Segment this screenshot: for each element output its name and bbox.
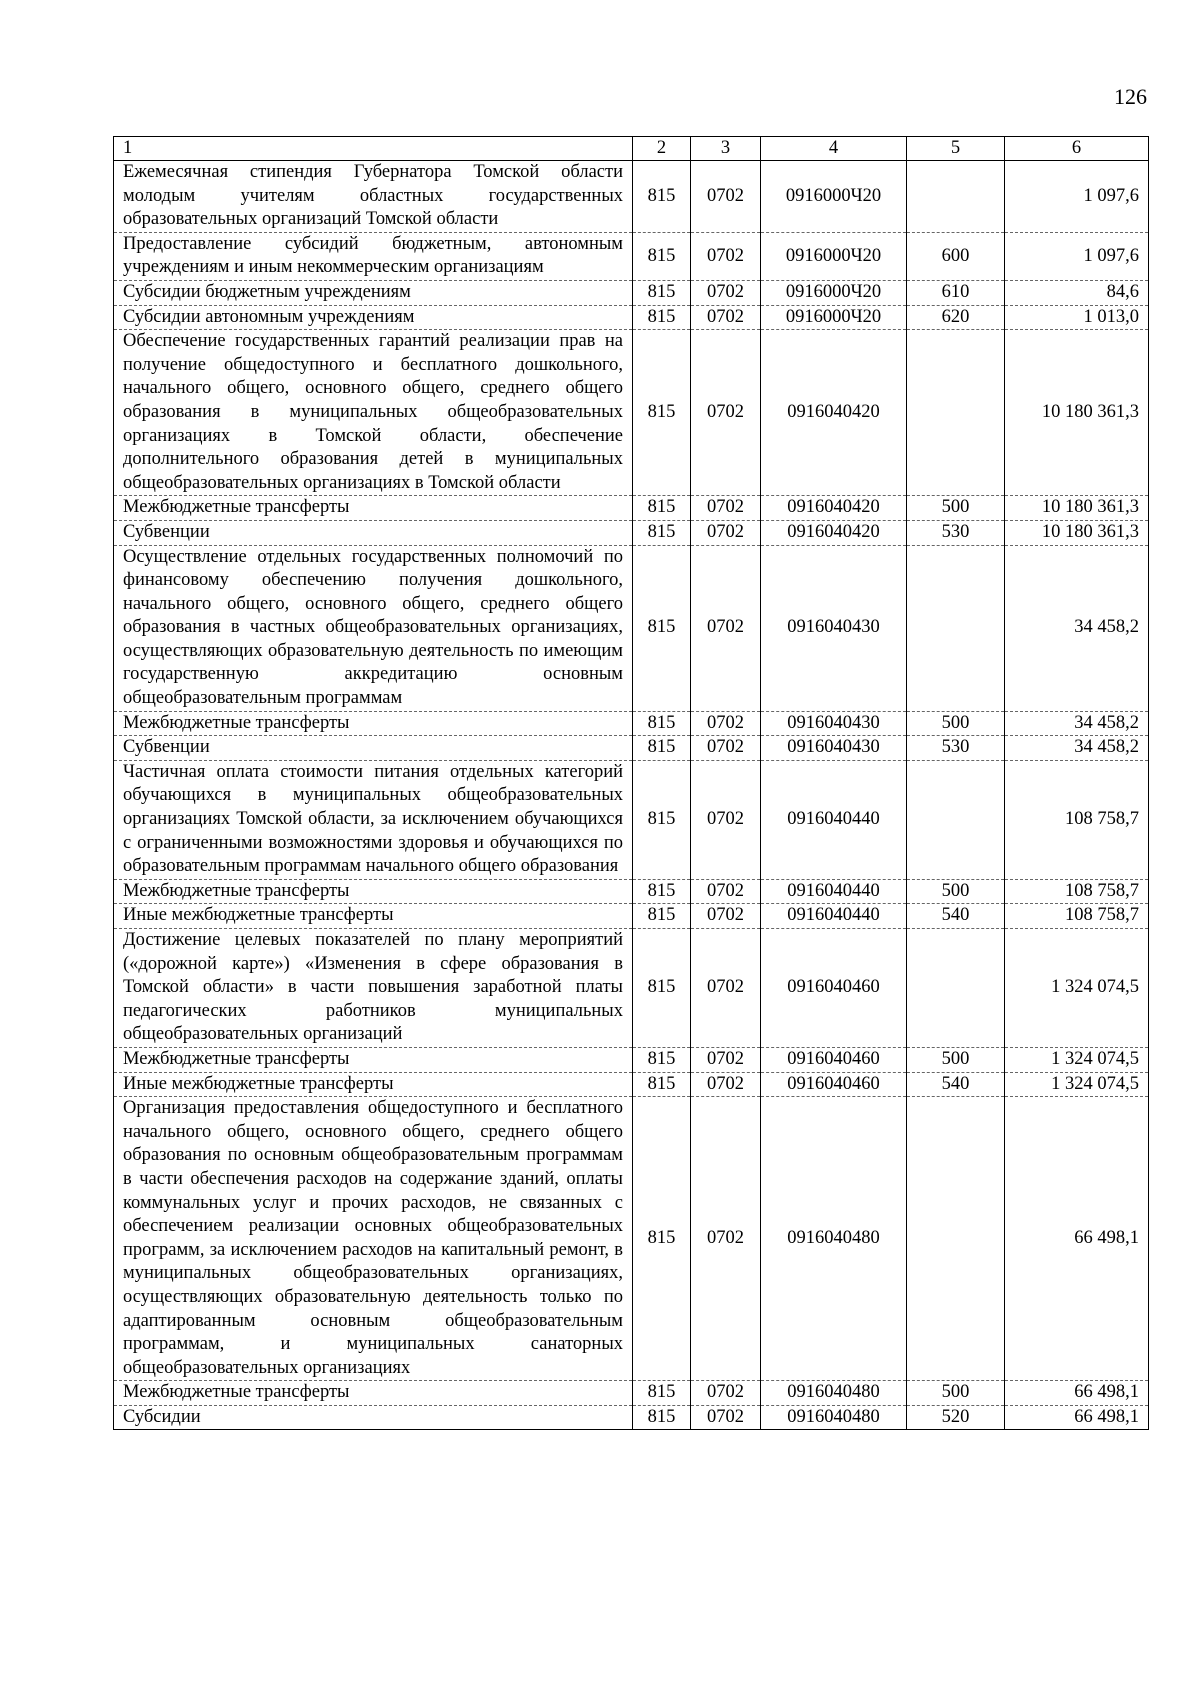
table-row <box>114 760 1149 879</box>
ministry-code-cell: 815 <box>633 496 691 521</box>
expense-type-cell: 500 <box>907 496 1005 521</box>
amount-cell: 34 458,2 <box>1005 545 1149 711</box>
section-code-cell: 0702 <box>691 305 761 330</box>
header-cell-4: 4 <box>761 137 907 161</box>
header-cell-3: 3 <box>691 137 761 161</box>
expense-name-cell: Достижение целевых показателей по плану мероприятий («дорожной карте») «Изменения в сфере образования в Томской области» в части повышения заработной платы педагогических работников муниципальных общеобразовательных организаций <box>114 929 633 1048</box>
expense-name-cell: Предоставление субсидий бюджетным, автономным учреждениям и иным некоммерческим организациям <box>114 232 633 280</box>
expense-type-cell <box>907 760 1005 879</box>
table-row <box>114 1097 1149 1381</box>
table-row <box>114 330 1149 496</box>
expense-type-cell: 500 <box>907 711 1005 736</box>
expense-type-cell: 600 <box>907 232 1005 280</box>
expense-type-cell: 620 <box>907 305 1005 330</box>
target-article-cell: 0916000Ч20 <box>761 280 907 305</box>
expense-type-cell <box>907 1097 1005 1381</box>
amount-cell: 66 498,1 <box>1005 1097 1149 1381</box>
table-row <box>114 711 1149 736</box>
ministry-code-cell: 815 <box>633 760 691 879</box>
target-article-cell: 0916040420 <box>761 330 907 496</box>
amount-cell: 1 013,0 <box>1005 305 1149 330</box>
expense-name-cell: Межбюджетные трансферты <box>114 879 633 904</box>
target-article-cell: 0916040430 <box>761 545 907 711</box>
target-article-cell: 0916040460 <box>761 1072 907 1097</box>
table-row <box>114 280 1149 305</box>
expense-name-cell: Субвенции <box>114 736 633 761</box>
amount-cell: 1 324 074,5 <box>1005 1047 1149 1072</box>
target-article-cell: 0916000Ч20 <box>761 305 907 330</box>
expense-type-cell: 530 <box>907 520 1005 545</box>
section-code-cell: 0702 <box>691 1381 761 1406</box>
expense-type-cell <box>907 330 1005 496</box>
ministry-code-cell: 815 <box>633 305 691 330</box>
amount-cell: 34 458,2 <box>1005 736 1149 761</box>
table-row <box>114 1072 1149 1097</box>
ministry-code-cell: 815 <box>633 280 691 305</box>
ministry-code-cell: 815 <box>633 736 691 761</box>
table-row <box>114 1381 1149 1406</box>
target-article-cell: 0916040440 <box>761 904 907 929</box>
table-row <box>114 904 1149 929</box>
ministry-code-cell: 815 <box>633 545 691 711</box>
table-row <box>114 161 1149 233</box>
amount-cell: 1 097,6 <box>1005 232 1149 280</box>
amount-cell: 66 498,1 <box>1005 1381 1149 1406</box>
ministry-code-cell: 815 <box>633 1405 691 1430</box>
ministry-code-cell: 815 <box>633 904 691 929</box>
expense-type-cell <box>907 545 1005 711</box>
expense-type-cell: 540 <box>907 1072 1005 1097</box>
section-code-cell: 0702 <box>691 161 761 233</box>
table-row <box>114 545 1149 711</box>
ministry-code-cell: 815 <box>633 161 691 233</box>
amount-cell: 1 324 074,5 <box>1005 1072 1149 1097</box>
expense-type-cell: 540 <box>907 904 1005 929</box>
expense-type-cell: 520 <box>907 1405 1005 1430</box>
section-code-cell: 0702 <box>691 904 761 929</box>
section-code-cell: 0702 <box>691 496 761 521</box>
table-row <box>114 496 1149 521</box>
section-code-cell: 0702 <box>691 879 761 904</box>
table-row <box>114 1047 1149 1072</box>
header-cell-6: 6 <box>1005 137 1149 161</box>
budget-table <box>113 136 1149 1430</box>
table-row <box>114 736 1149 761</box>
target-article-cell: 0916040420 <box>761 520 907 545</box>
section-code-cell: 0702 <box>691 1405 761 1430</box>
expense-name-cell: Организация предоставления общедоступного и бесплатного начального общего, основного общего, среднего общего образования по основным общеобразовательным программам в части обеспечения расходов на содержание зданий, оплаты коммунальных услуг и прочих расходов, не связанных с обеспечением реализации основных общеобразовательных программ, за исключением расходов на капитальный ремонт, в муниципальных общеобразовательных организациях, осуществляющих образовательную деятельность только по адаптированным основным общеобразовательным программам, и муниципальных санаторных общеобразовательных организациях <box>114 1097 633 1381</box>
section-code-cell: 0702 <box>691 711 761 736</box>
table-body <box>114 137 1149 1430</box>
expense-name-cell: Межбюджетные трансферты <box>114 711 633 736</box>
expense-name-cell: Субсидии бюджетным учреждениям <box>114 280 633 305</box>
table-row <box>114 929 1149 1048</box>
table-row <box>114 232 1149 280</box>
expense-name-cell: Частичная оплата стоимости питания отдельных категорий обучающихся в муниципальных общеобразовательных организациях Томской области, за исключением обучающихся с ограниченными возможностями здоровья и обучающихся по образовательным программам начального общего образования <box>114 760 633 879</box>
target-article-cell: 0916000Ч20 <box>761 232 907 280</box>
target-article-cell: 0916040420 <box>761 496 907 521</box>
amount-cell: 10 180 361,3 <box>1005 330 1149 496</box>
target-article-cell: 0916040440 <box>761 879 907 904</box>
expense-type-cell: 500 <box>907 1047 1005 1072</box>
target-article-cell: 0916040480 <box>761 1097 907 1381</box>
ministry-code-cell: 815 <box>633 1097 691 1381</box>
amount-cell: 108 758,7 <box>1005 760 1149 879</box>
ministry-code-cell: 815 <box>633 330 691 496</box>
header-cell-2: 2 <box>633 137 691 161</box>
target-article-cell: 0916040460 <box>761 929 907 1048</box>
target-article-cell: 0916040440 <box>761 760 907 879</box>
ministry-code-cell: 815 <box>633 1072 691 1097</box>
target-article-cell: 0916040430 <box>761 711 907 736</box>
section-code-cell: 0702 <box>691 1072 761 1097</box>
ministry-code-cell: 815 <box>633 520 691 545</box>
expense-type-cell <box>907 161 1005 233</box>
target-article-cell: 0916000Ч20 <box>761 161 907 233</box>
table-row <box>114 305 1149 330</box>
expense-type-cell: 500 <box>907 879 1005 904</box>
amount-cell: 1 097,6 <box>1005 161 1149 233</box>
ministry-code-cell: 815 <box>633 232 691 280</box>
section-code-cell: 0702 <box>691 545 761 711</box>
expense-name-cell: Иные межбюджетные трансферты <box>114 904 633 929</box>
expense-name-cell: Субсидии <box>114 1405 633 1430</box>
section-code-cell: 0702 <box>691 1047 761 1072</box>
amount-cell: 108 758,7 <box>1005 904 1149 929</box>
expense-name-cell: Межбюджетные трансферты <box>114 496 633 521</box>
section-code-cell: 0702 <box>691 1097 761 1381</box>
expense-type-cell: 500 <box>907 1381 1005 1406</box>
section-code-cell: 0702 <box>691 736 761 761</box>
section-code-cell: 0702 <box>691 330 761 496</box>
expense-type-cell: 530 <box>907 736 1005 761</box>
amount-cell: 84,6 <box>1005 280 1149 305</box>
expense-type-cell <box>907 929 1005 1048</box>
target-article-cell: 0916040480 <box>761 1381 907 1406</box>
section-code-cell: 0702 <box>691 929 761 1048</box>
section-code-cell: 0702 <box>691 520 761 545</box>
expense-type-cell: 610 <box>907 280 1005 305</box>
table-row <box>114 879 1149 904</box>
expense-name-cell: Межбюджетные трансферты <box>114 1381 633 1406</box>
amount-cell: 10 180 361,3 <box>1005 496 1149 521</box>
ministry-code-cell: 815 <box>633 879 691 904</box>
section-code-cell: 0702 <box>691 280 761 305</box>
amount-cell: 108 758,7 <box>1005 879 1149 904</box>
amount-cell: 34 458,2 <box>1005 711 1149 736</box>
target-article-cell: 0916040430 <box>761 736 907 761</box>
expense-name-cell: Иные межбюджетные трансферты <box>114 1072 633 1097</box>
amount-cell: 10 180 361,3 <box>1005 520 1149 545</box>
ministry-code-cell: 815 <box>633 1047 691 1072</box>
expense-name-cell: Осуществление отдельных государственных полномочий по финансовому обеспечению получения дошкольного, начального общего, основного общего, среднего общего образования в частных общеобразовательных организациях, осуществляющих образовательную деятельность по имеющим государственную аккредитацию основным общеобразовательным программам <box>114 545 633 711</box>
target-article-cell: 0916040460 <box>761 1047 907 1072</box>
section-code-cell: 0702 <box>691 760 761 879</box>
page-number: 126 <box>1114 84 1147 109</box>
section-code-cell: 0702 <box>691 232 761 280</box>
amount-cell: 66 498,1 <box>1005 1405 1149 1430</box>
table-row <box>114 520 1149 545</box>
expense-name-cell: Субвенции <box>114 520 633 545</box>
ministry-code-cell: 815 <box>633 1381 691 1406</box>
expense-name-cell: Ежемесячная стипендия Губернатора Томской области молодым учителям областных государственных образовательных организаций Томской области <box>114 161 633 233</box>
expense-name-cell: Субсидии автономным учреждениям <box>114 305 633 330</box>
expense-name-cell: Обеспечение государственных гарантий реализации прав на получение общедоступного и бесплатного дошкольного, начального общего, основного общего, среднего общего образования в муниципальных общеобразовательных организациях в Томской области, обеспечение дополнительного образования детей в муниципальных общеобразовательных организациях в Томской области <box>114 330 633 496</box>
target-article-cell: 0916040480 <box>761 1405 907 1430</box>
amount-cell: 1 324 074,5 <box>1005 929 1149 1048</box>
table-row <box>114 1405 1149 1430</box>
header-cell-5: 5 <box>907 137 1005 161</box>
table-header-row <box>114 137 1149 161</box>
header-cell-1: 1 <box>114 137 633 161</box>
ministry-code-cell: 815 <box>633 711 691 736</box>
ministry-code-cell: 815 <box>633 929 691 1048</box>
expense-name-cell: Межбюджетные трансферты <box>114 1047 633 1072</box>
